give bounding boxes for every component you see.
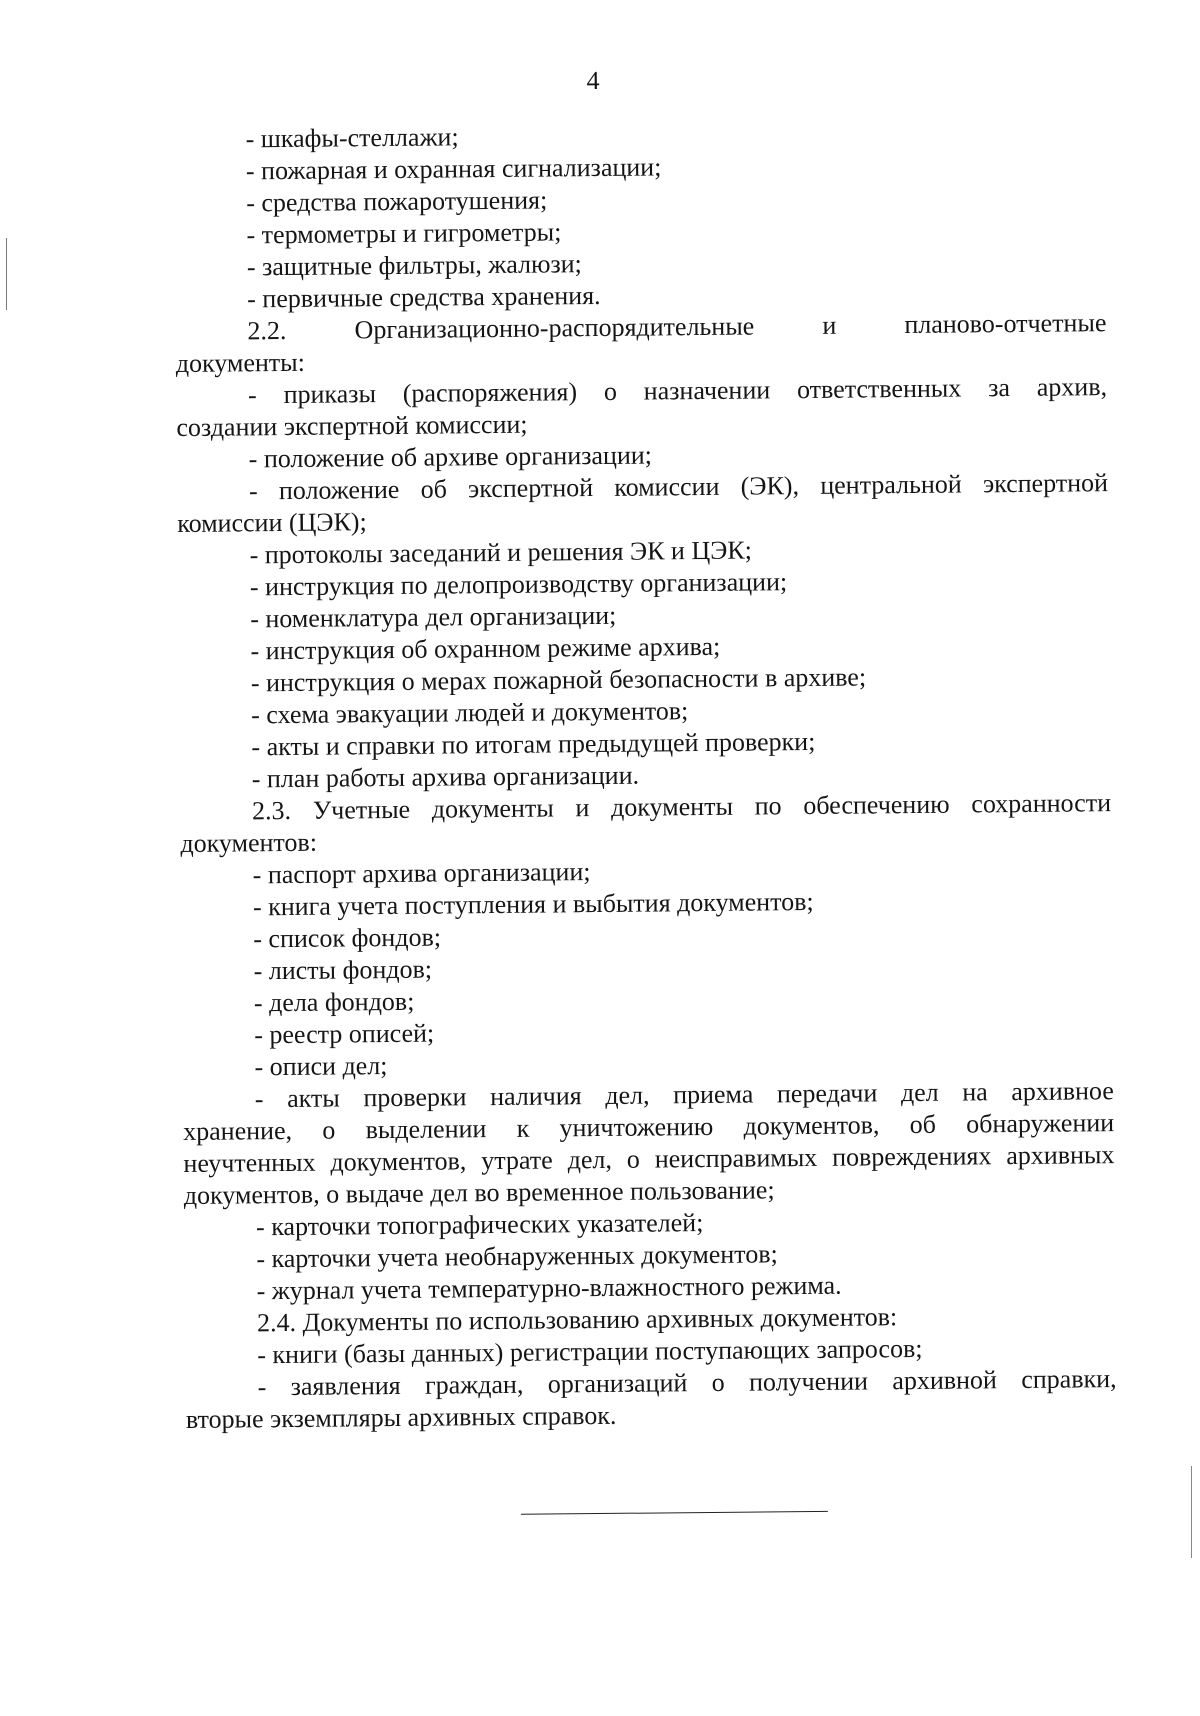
- list-item: - книга учета поступления и выбытия документов;: [252, 886, 814, 922]
- list-item: - положение об экспертной комиссии (ЭК), центральной экспертной: [248, 468, 1109, 506]
- section-2-2-heading-part1: Организационно-распорядительные: [354, 311, 755, 345]
- list-item: - акты проверки наличия дел, приема передачи дел на архивное: [254, 1076, 1114, 1114]
- list-item: - листы фондов;: [253, 954, 433, 986]
- page-number: 4: [586, 65, 600, 96]
- list-item-continuation: неучтенных документов, утрате дел, о неисправимых повреждениях архивных: [183, 1140, 1115, 1179]
- list-item: - номенклатура дел организации;: [250, 600, 617, 634]
- list-item: - список фондов;: [253, 922, 442, 954]
- list-item-continuation: вторые экземпляры архивных справок.: [185, 1400, 617, 1435]
- list-item: - реестр описей;: [254, 1018, 435, 1050]
- scan-margin-mark: [1191, 1466, 1192, 1558]
- list-item: - карточки топографических указателей;: [255, 1208, 704, 1242]
- list-item: - шкафы-стеллажи;: [245, 122, 459, 154]
- list-item: - схема эвакуации людей и документов;: [251, 696, 689, 730]
- section-2-3-heading-continuation: документов:: [180, 827, 318, 859]
- list-item: - инструкция по делопроизводству организации;: [249, 567, 788, 602]
- list-item: - средства пожаротушения;: [246, 185, 548, 218]
- section-2-2-heading-continuation: документы:: [175, 347, 306, 379]
- list-item: - первичные средства хранения.: [247, 280, 601, 314]
- list-item-continuation: создании экспертной комиссии;: [176, 409, 528, 443]
- list-item-continuation: хранение, о выделении к уничтожению документов, об обнаружении: [183, 1108, 1115, 1147]
- list-item: - дела фондов;: [253, 986, 415, 1018]
- list-item: - журнал учета температурно-влажностного режима.: [256, 1270, 842, 1306]
- list-item: - приказы (распоряжения) о назначении ответственных за архив,: [247, 372, 1108, 410]
- document-body: [173, 115, 1117, 1436]
- scan-margin-mark: [6, 238, 7, 310]
- list-item: - инструкция о мерах пожарной безопасности в архиве;: [250, 662, 867, 698]
- list-item: - паспорт архива организации;: [252, 857, 591, 890]
- list-item: - план работы архива организации.: [251, 760, 640, 794]
- section-2-3-heading: 2.3. Учетные документы и документы по обеспечению сохранности: [251, 788, 1112, 826]
- list-item: - пожарная и охранная сигнализации;: [245, 152, 662, 186]
- list-item: - положение об архиве организации;: [248, 440, 653, 474]
- section-2-2-number: 2.2.: [247, 315, 287, 346]
- list-item: - заявления граждан, организаций о получении архивной справки,: [257, 1364, 1117, 1402]
- list-item-continuation: комиссии (ЦЭК);: [177, 507, 367, 539]
- list-item: - книги (базы данных) регистрации поступающих запросов;: [257, 1333, 923, 1370]
- list-item: - протоколы заседаний и решения ЭК и ЦЭК;: [249, 535, 753, 570]
- list-item: - термометры и гигрометры;: [246, 217, 562, 250]
- section-2-2-heading-part2: и: [822, 310, 837, 340]
- list-item: - описи дел;: [254, 1051, 388, 1082]
- section-2-2-heading-part3: планово-отчетные: [904, 308, 1107, 340]
- list-item: - инструкция об охранном режиме архива;: [250, 631, 721, 666]
- list-item: - карточки учета необнаруженных документов;: [256, 1239, 778, 1274]
- list-item: - акты и справки по итогам предыдущей проверки;: [251, 726, 816, 762]
- list-item: - защитные фильтры, жалюзи;: [246, 249, 582, 282]
- end-divider-line: [521, 1511, 828, 1515]
- section-2-4-heading: 2.4. Документы по использованию архивных документов:: [256, 1302, 898, 1338]
- list-item-continuation: документов, о выдаче дел во временное пользование;: [183, 1175, 775, 1211]
